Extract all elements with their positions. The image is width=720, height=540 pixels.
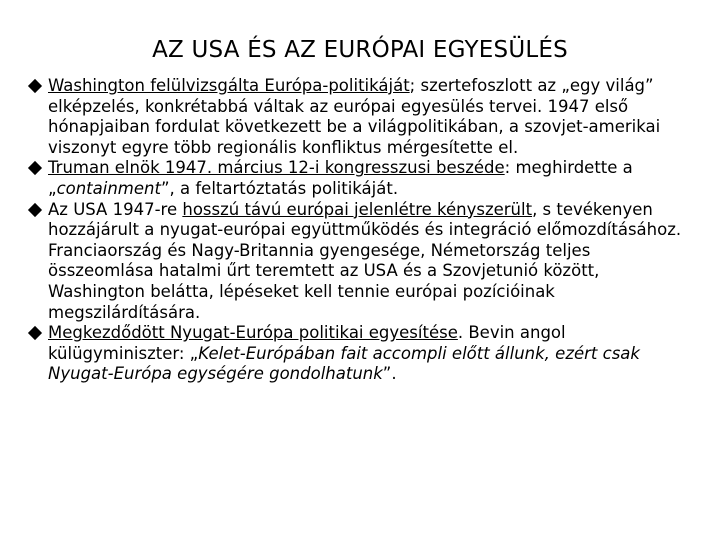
diamond-bullet-icon: [28, 202, 42, 216]
bullet-item-usa-presence: [28, 200, 696, 324]
bullet-underlined-text: hosszú távú európai jelenlétre kényszerült: [182, 199, 533, 219]
bullet-underlined-text: Washington felülvizsgálta Európa-politikáját: [48, 76, 410, 95]
slide-title: AZ USA ÉS AZ EURÓPAI EGYESÜLÉS: [152, 37, 568, 63]
bullet-italic-text: containment: [56, 178, 161, 198]
bullet-text: , s tevékenyen hozzájárult a nyugat-európai együttműködés és integráció előmozdításához. Franciaország és Nagy-Britannia gyengesége, Németország teljes összeomlása hatalmi űrt teremtett az USA és a Szovjetunió között, Washington belátta, lépéseket kell tennie európai pozícióinak megszilárdítására.: [48, 199, 682, 322]
bullet-text: . Bevin angol külügyminiszter: „: [48, 323, 566, 363]
diamond-bullet-icon: [28, 161, 42, 175]
bullet-text: : meghirdette a „: [48, 158, 633, 198]
bullet-item-truman-speech: [28, 158, 696, 199]
bullet-item-western-unification: [28, 323, 696, 385]
diamond-bullet-icon: [28, 79, 42, 93]
bullet-text: Az USA 1947-re: [48, 199, 183, 219]
bullet-text: ”.: [382, 364, 397, 384]
bullet-underlined-text: Truman elnök 1947. március 12-i kongresszusi beszéde: [48, 158, 505, 178]
bullet-list: [28, 76, 696, 385]
bullet-italic-text: Kelet-Európában fait accompli előtt állunk, ezért csak Nyugat-Európa egységére gondolhatunk: [48, 343, 640, 384]
bullet-text: ”, a feltartóztatás politikáját.: [160, 178, 399, 198]
bullet-text: ; szertefoszlott az „egy világ” elképzelés, konkrétabbá váltak az európai egyesülés tervei. 1947 első hónapjaiban fordulat következett be a világpolitikában, a szovjet-amerikai viszonyt egyre több regionális konfliktus mérgesítette el.: [48, 76, 661, 157]
diamond-bullet-icon: [28, 326, 42, 340]
bullet-underlined-text: Megkezdődött Nyugat-Európa politikai egyesítése: [48, 323, 458, 343]
bullet-item-washington-policy: [28, 76, 696, 158]
